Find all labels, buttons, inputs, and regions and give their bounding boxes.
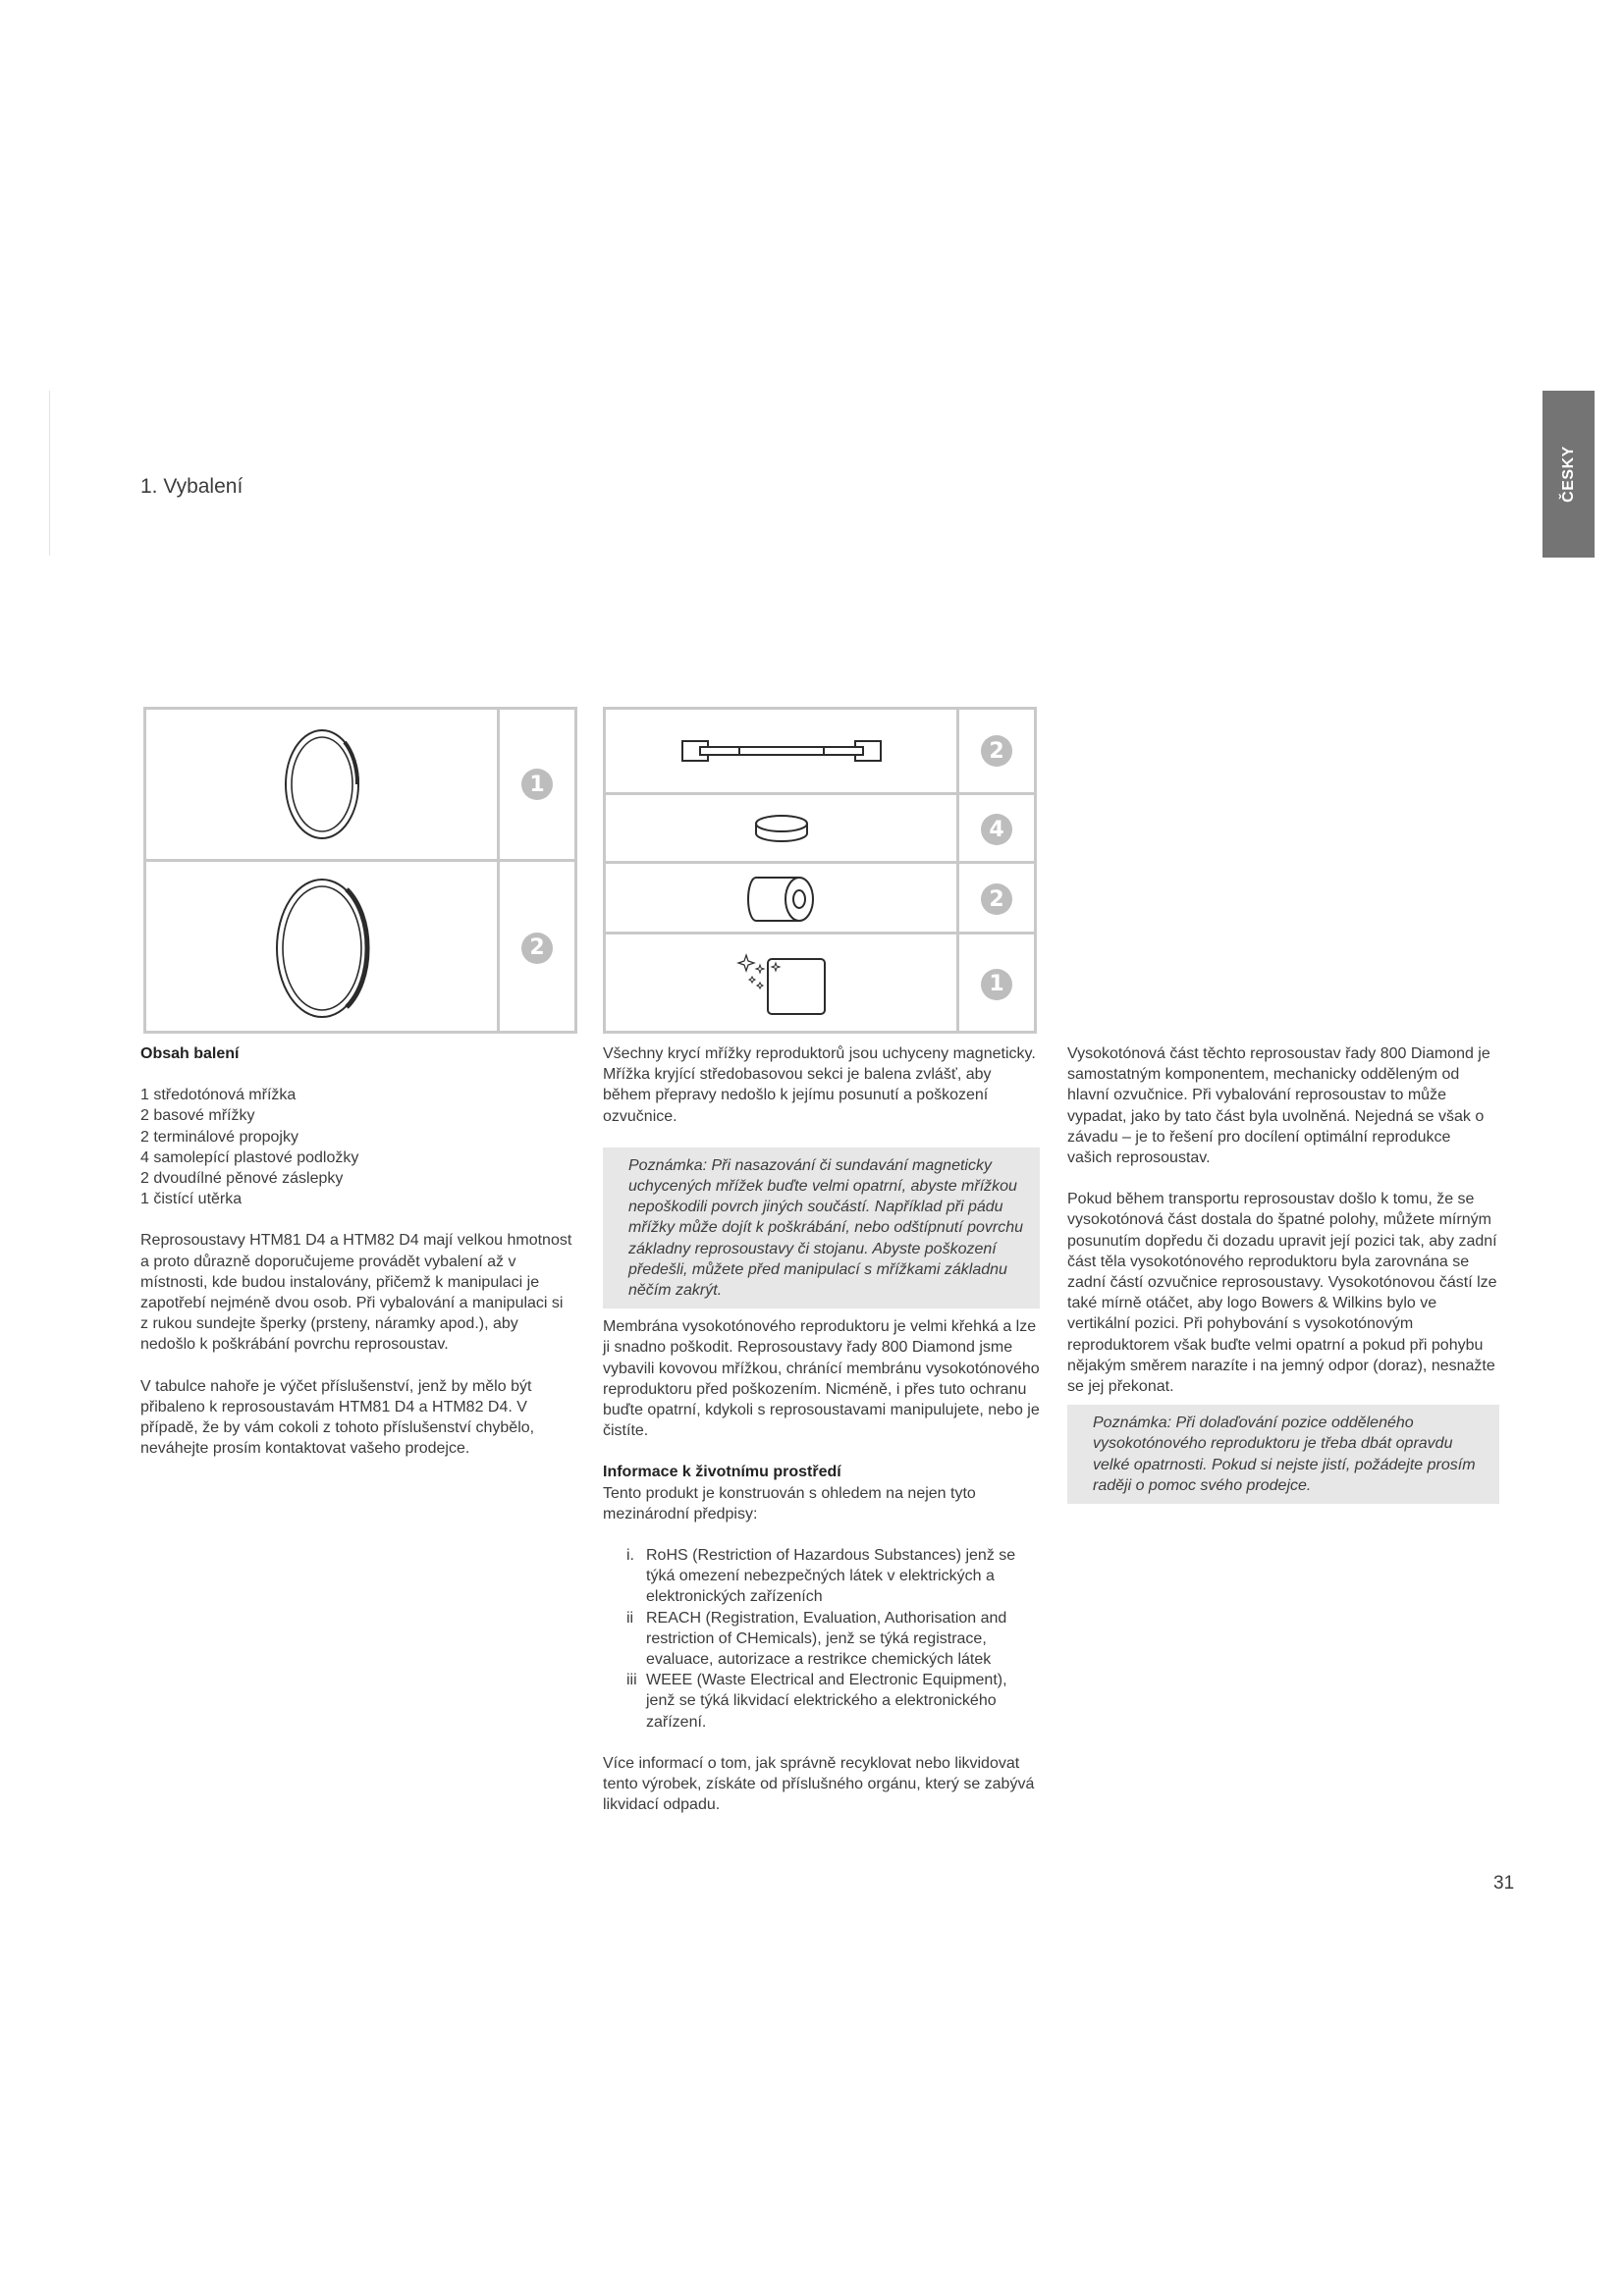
quantity-cell — [959, 864, 1034, 934]
language-tab[interactable] — [1543, 391, 1595, 558]
column-tweeter — [1067, 1043, 1499, 1504]
paragraph-accessories: V tabulce nahoře je výčet příslušenství, jenž by mělo být přibaleno k reprosoustavám HTM81 D4 a HTM82 D4. V případě, že by vám cokoli z tohoto příslušenství chybělo, neváhejte prosím kontaktovat vašeho prodejce. — [140, 1377, 535, 1458]
regulations-list — [603, 1545, 1040, 1733]
column-contents — [140, 1043, 572, 1459]
margin-rule — [49, 391, 50, 556]
list-item — [626, 1670, 1040, 1733]
note-grilles: Poznámka: Při nasazování či sundavání magneticky uchycených mřížek buďte velmi opatrní, abyste mřížkou nepoškodili povrch jiných součástí. Například při pádu mřížky může dojít k poškrábání, nebo odštípnutí povrchu základny reprosoustavy či stojanu. Abyste poškození předešli, můžete před manipulací s mřížkami základnu něčím zakrýt. — [603, 1148, 1040, 1308]
column-grilles — [603, 1043, 1040, 1816]
paragraph-handling: Reprosoustavy HTM81 D4 a HTM82 D4 mají velkou hmotnost a proto důrazně doporučujeme provádět vybalení až v místnosti, kde budou instalovány, přičemž k manipulaci je zapotřebí nejméně dvou osob. Při vybalování a manipulaci si z rukou sundejte šperky (prsteny, náramky apod.), aby nedošlo k poškrábání povrchu reprosoustav. — [140, 1232, 572, 1354]
quantity-badge: 2 — [981, 735, 1012, 767]
paragraph-tweeter-unit: Vysokotónová část těchto reprosoustav řady 800 Diamond je samostatným komponentem, mechanicky odděleným od hlavní ozvučnice. Při vybalování reprosoustav to může vypadat, jako by tato část byla uvolněná. Nejedná se však o závadu – je to řešení pro docílení optimální reprodukce vašich reprosoustav. — [1067, 1045, 1490, 1167]
contents-box-grilles — [143, 707, 577, 1034]
list-numeral: iii — [626, 1672, 637, 1689]
quantity-badge: 1 — [981, 969, 1012, 1000]
quantity-badge: 2 — [521, 933, 553, 964]
list-item — [626, 1545, 1040, 1608]
terminal-link-icon — [606, 710, 956, 792]
list-item-text: WEEE (Waste Electrical and Electronic Equipment), jenž se týká likvidací elektrického a elektronického zařízení. — [646, 1672, 1007, 1731]
bass-grille-icon — [146, 862, 497, 1034]
cleaning-cloth-icon — [606, 934, 956, 1034]
contents-row — [606, 861, 1034, 934]
contents-list — [140, 1085, 572, 1209]
list-item: 2 terminálové propojky — [140, 1128, 298, 1146]
quantity-cell — [959, 934, 1034, 1034]
environment-intro: Tento produkt je konstruován s ohledem na nejen tyto mezinárodní předpisy: — [603, 1484, 976, 1522]
quantity-badge: 4 — [981, 814, 1012, 845]
paragraph-grilles: Všechny krycí mřížky reproduktorů jsou uchyceny magneticky. Mřížka kryjící středobasovou sekci je balena zvlášť, aby během přepravy nedošlo k jejímu posunutí a poškození ozvučnice. — [603, 1045, 1036, 1125]
quantity-cell — [959, 795, 1034, 864]
contents-row — [606, 792, 1034, 864]
contents-row — [606, 710, 1034, 792]
quantity-badge: 2 — [981, 883, 1012, 915]
quantity-cell — [500, 862, 574, 1034]
contents-row — [146, 859, 574, 1034]
contents-box-accessories — [603, 707, 1037, 1034]
list-item — [626, 1608, 1040, 1671]
adhesive-foot-icon — [606, 795, 956, 864]
paragraph-tweeter: Membrána vysokotónového reproduktoru je velmi křehká a lze ji snadno poškodit. Reprosoustavy řady 800 Diamond jsme vybavili kovovou mřížkou, chránící membránu vysokotónového reproduktoru před poškozením. Nicméně, i přes tuto ochranu buďte opatrní, kdykoli s reprosoustavami manipulujete, nebo je čistíte. — [603, 1318, 1040, 1440]
section-title: 1. Vybalení — [140, 475, 244, 498]
list-item: 1 čistící utěrka — [140, 1191, 243, 1208]
list-item-text: REACH (Registration, Evaluation, Authorisation and restriction of CHemicals), jenž se týká registrace, evaluace, autorizace a restrikce chemických látek — [646, 1609, 1007, 1669]
note-tweeter: Poznámka: Při dolaďování pozice odděleného vysokotónového reproduktoru je třeba dbát opravdu velké opatrnosti. Pokud si nejste jistí, požádejte prosím raději o pomoc svého prodejce. — [1067, 1405, 1499, 1504]
list-item: 2 dvoudílné pěnové záslepky — [140, 1170, 344, 1188]
list-item-text: RoHS (Restriction of Hazardous Substances) jenž se týká omezení nebezpečných látek v elektrických a elektronických zařízeních — [646, 1547, 1016, 1606]
contents-row — [146, 710, 574, 859]
midrange-grille-icon — [146, 710, 497, 859]
list-item: 4 samolepící plastové podložky — [140, 1148, 359, 1166]
quantity-cell — [500, 710, 574, 859]
quantity-badge: 1 — [521, 769, 553, 800]
list-item: 1 středotónová mřížka — [140, 1087, 297, 1104]
language-tab-label: ČESKY — [1559, 446, 1577, 503]
environment-heading: Informace k životnímu prostředí — [603, 1464, 841, 1481]
quantity-cell — [959, 710, 1034, 792]
contents-heading: Obsah balení — [140, 1045, 240, 1062]
paragraph-recycling: Více informací o tom, jak správně recyklovat nebo likvidovat tento výrobek, získáte od příslušného orgánu, který se zabývá likvidací odpadu. — [603, 1754, 1035, 1814]
foam-bung-icon — [606, 864, 956, 934]
contents-row — [606, 932, 1034, 1034]
list-item: 2 basové mřížky — [140, 1107, 255, 1125]
list-numeral: i. — [626, 1547, 634, 1565]
list-numeral: ii — [626, 1609, 634, 1627]
page-number: 31 — [1493, 1873, 1515, 1894]
paragraph-tweeter-adjust: Pokud během transportu reprosoustav došlo k tomu, že se vysokotónová část dostala do špatné polohy, můžete mírným posunutím dopředu či dozadu upravit její pozici tak, aby zadní část těla vysokotónového reproduktoru byla zarovnána se zadní částí ozvučnice reprosoustavy. Vysokotónovou částí lze také mírně otáčet, aby logo Bowers & Wilkins bylo ve vertikální pozici. Při pohybování s vysokotónovým reproduktorem však buďte velmi opatrní a pokud při pohybu nějakým směrem narazíte i na jemný odpor (doraz), nesnažte se jej překonat. — [1067, 1191, 1497, 1396]
